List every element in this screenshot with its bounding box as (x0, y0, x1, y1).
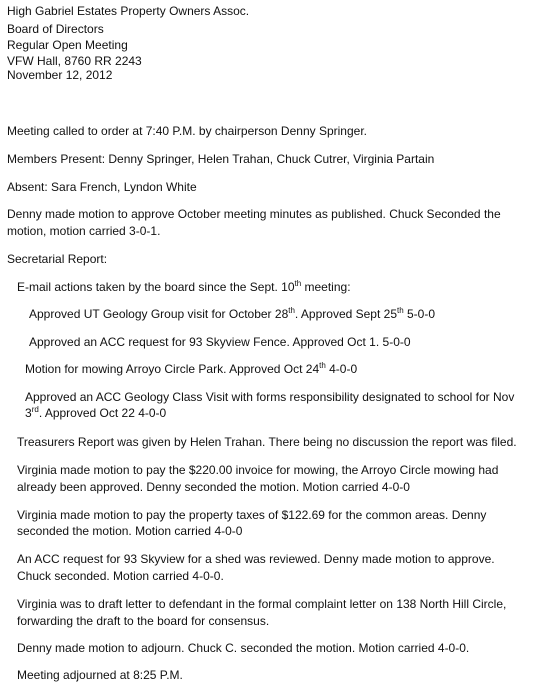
called-to-order: Meeting called to order at 7:40 P.M. by chairperson Denny Springer. (7, 124, 367, 138)
shed-request-line-1: An ACC request for 93 Skyview for a shed was reviewed. Denny made motion to approve. (17, 552, 495, 566)
minutes-motion-line-1: Denny made motion to approve October meeting minutes as published. Chuck Seconded the (7, 207, 501, 221)
secretarial-report-heading: Secretarial Report: (7, 252, 108, 266)
email-actions-intro: E-mail actions taken by the board since the Sept. 10th meeting: (17, 279, 351, 294)
email-action-item-1: Approved UT Geology Group visit for October 28th. Approved Sept 25th 5-0-0 (29, 306, 436, 321)
treasurer-report: Treasurers Report was given by Helen Trahan. There being no discussion the report was filed. (17, 435, 517, 449)
absent-members: Absent: Sara French, Lyndon White (7, 180, 197, 194)
email-action-item-2: Approved an ACC request for 93 Skyview Fence. Approved Oct 1. 5-0-0 (29, 335, 411, 349)
email-action-item-3: Motion for mowing Arroyo Circle Park. Approved Oct 24th 4-0-0 (25, 361, 358, 376)
meeting-date: November 12, 2012 (7, 68, 113, 82)
board-name: Board of Directors (7, 22, 104, 36)
meeting-location: VFW Hall, 8760 RR 2243 (7, 54, 142, 68)
org-name: High Gabriel Estates Property Owners Assoc. (7, 4, 250, 18)
meeting-adjourned: Meeting adjourned at 8:25 P.M. (17, 668, 183, 682)
letter-draft-line-2: forwarding the draft to the board for consensus. (17, 614, 270, 628)
shed-request-line-2: Chuck seconded. Motion carried 4-0-0. (17, 569, 224, 583)
letter-draft-line-1: Virginia was to draft letter to defendant in the formal complaint letter on 138 North Hill Circle, (17, 597, 507, 611)
taxes-motion-line-2: seconded the motion. Motion carried 4-0-0 (17, 524, 243, 538)
mowing-motion-line-2: already been approved. Denny seconded the motion. Motion carried 4-0-0 (17, 480, 410, 494)
meeting-type: Regular Open Meeting (7, 38, 128, 52)
adjourn-motion: Denny made motion to adjourn. Chuck C. seconded the motion. Motion carried 4-0-0. (17, 641, 470, 655)
mowing-motion-line-1: Virginia made motion to pay the $220.00 invoice for mowing, the Arroyo Circle mowing had (17, 463, 499, 477)
email-action-item-4-line-2: 3rd. Approved Oct 22 4-0-0 (25, 405, 167, 420)
email-action-item-4-line-1: Approved an ACC Geology Class Visit with forms responsibility designated to school for Nov (25, 390, 515, 404)
members-present: Members Present: Denny Springer, Helen Trahan, Chuck Cutrer, Virginia Partain (7, 152, 435, 166)
minutes-motion-line-2: motion, motion carried 3-0-1. (7, 224, 161, 238)
taxes-motion-line-1: Virginia made motion to pay the property taxes of $122.69 for the common areas. Denny (17, 508, 487, 522)
